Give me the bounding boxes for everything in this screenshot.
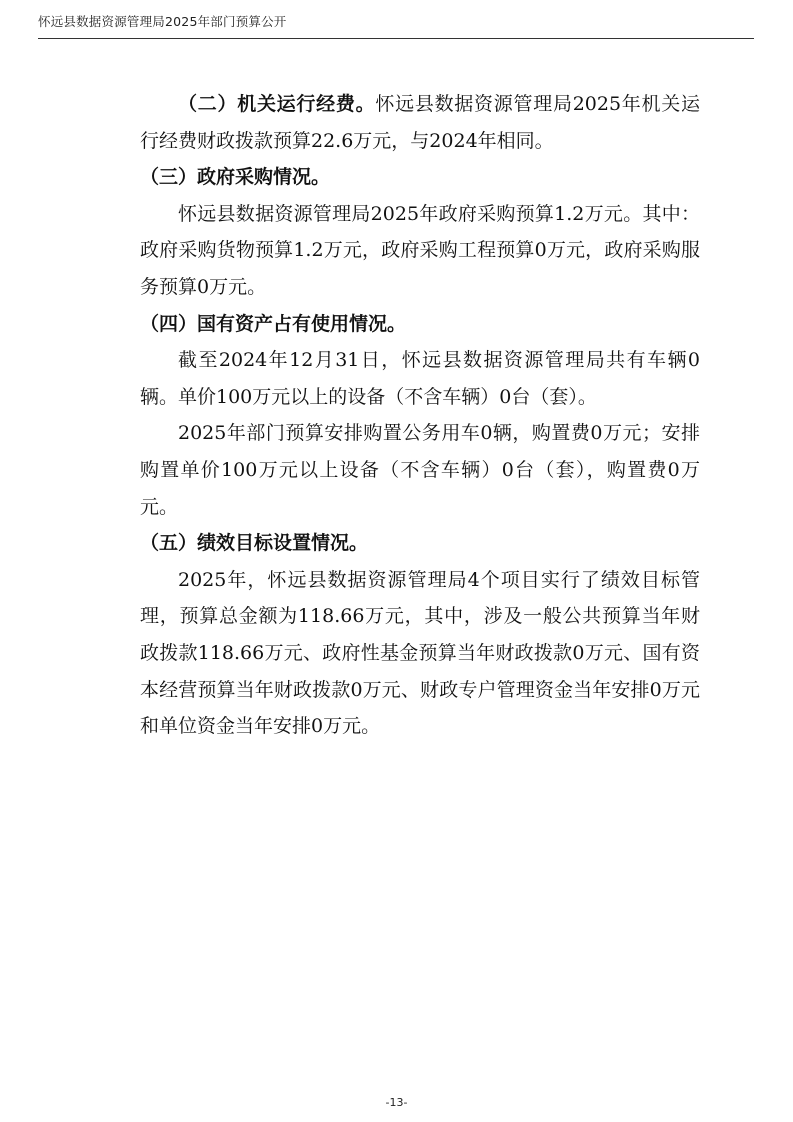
document-body <box>140 86 700 745</box>
header-divider <box>38 38 754 39</box>
section-assets-text-2: 2025年部门预算安排购置公务用车0辆，购置费0万元；安排购置单价100万元以上设备（不含车辆）0台（套），购置费0万元。 <box>140 422 700 518</box>
section-operating-expenses-text: 怀远县数据资源管理局2025年机关运行经费财政拨款预算22.6万元，与2024年相同。 <box>140 93 700 152</box>
section-performance-text: 2025年，怀远县数据资源管理局4个项目实行了绩效目标管理，预算总金额为118.66万元，其中，涉及一般公共预算当年财政拨款118.66万元、政府性基金预算当年财政拨款0万元、国有资本经营预算当年财政拨款0万元、财政专户管理资金当年安排0万元和单位资金当年安排0万元。 <box>140 568 700 738</box>
section-procurement-text: 怀远县数据资源管理局2025年政府采购预算1.2万元。其中：政府采购货物预算1.2万元，政府采购工程预算0万元，政府采购服务预算0万元。 <box>140 202 700 298</box>
section-procurement-heading: （三）政府采购情况。 <box>140 166 331 189</box>
section-performance-heading: （五）绩效目标设置情况。 <box>140 532 369 555</box>
section-operating-expenses-heading: （二）机关运行经费。 <box>178 93 376 115</box>
section-operating-expenses <box>140 86 700 159</box>
section-assets-text-1: 截至2024年12月31日，怀远县数据资源管理局共有车辆0辆。单价100万元以上的设备（不含车辆）0台（套）。 <box>140 349 700 408</box>
page-header-title: 怀远县数据资源管理局2025年部门预算公开 <box>38 14 287 29</box>
section-assets-heading: （四）国有资产占有使用情况。 <box>140 312 407 335</box>
page-number: -13- <box>385 1096 408 1109</box>
